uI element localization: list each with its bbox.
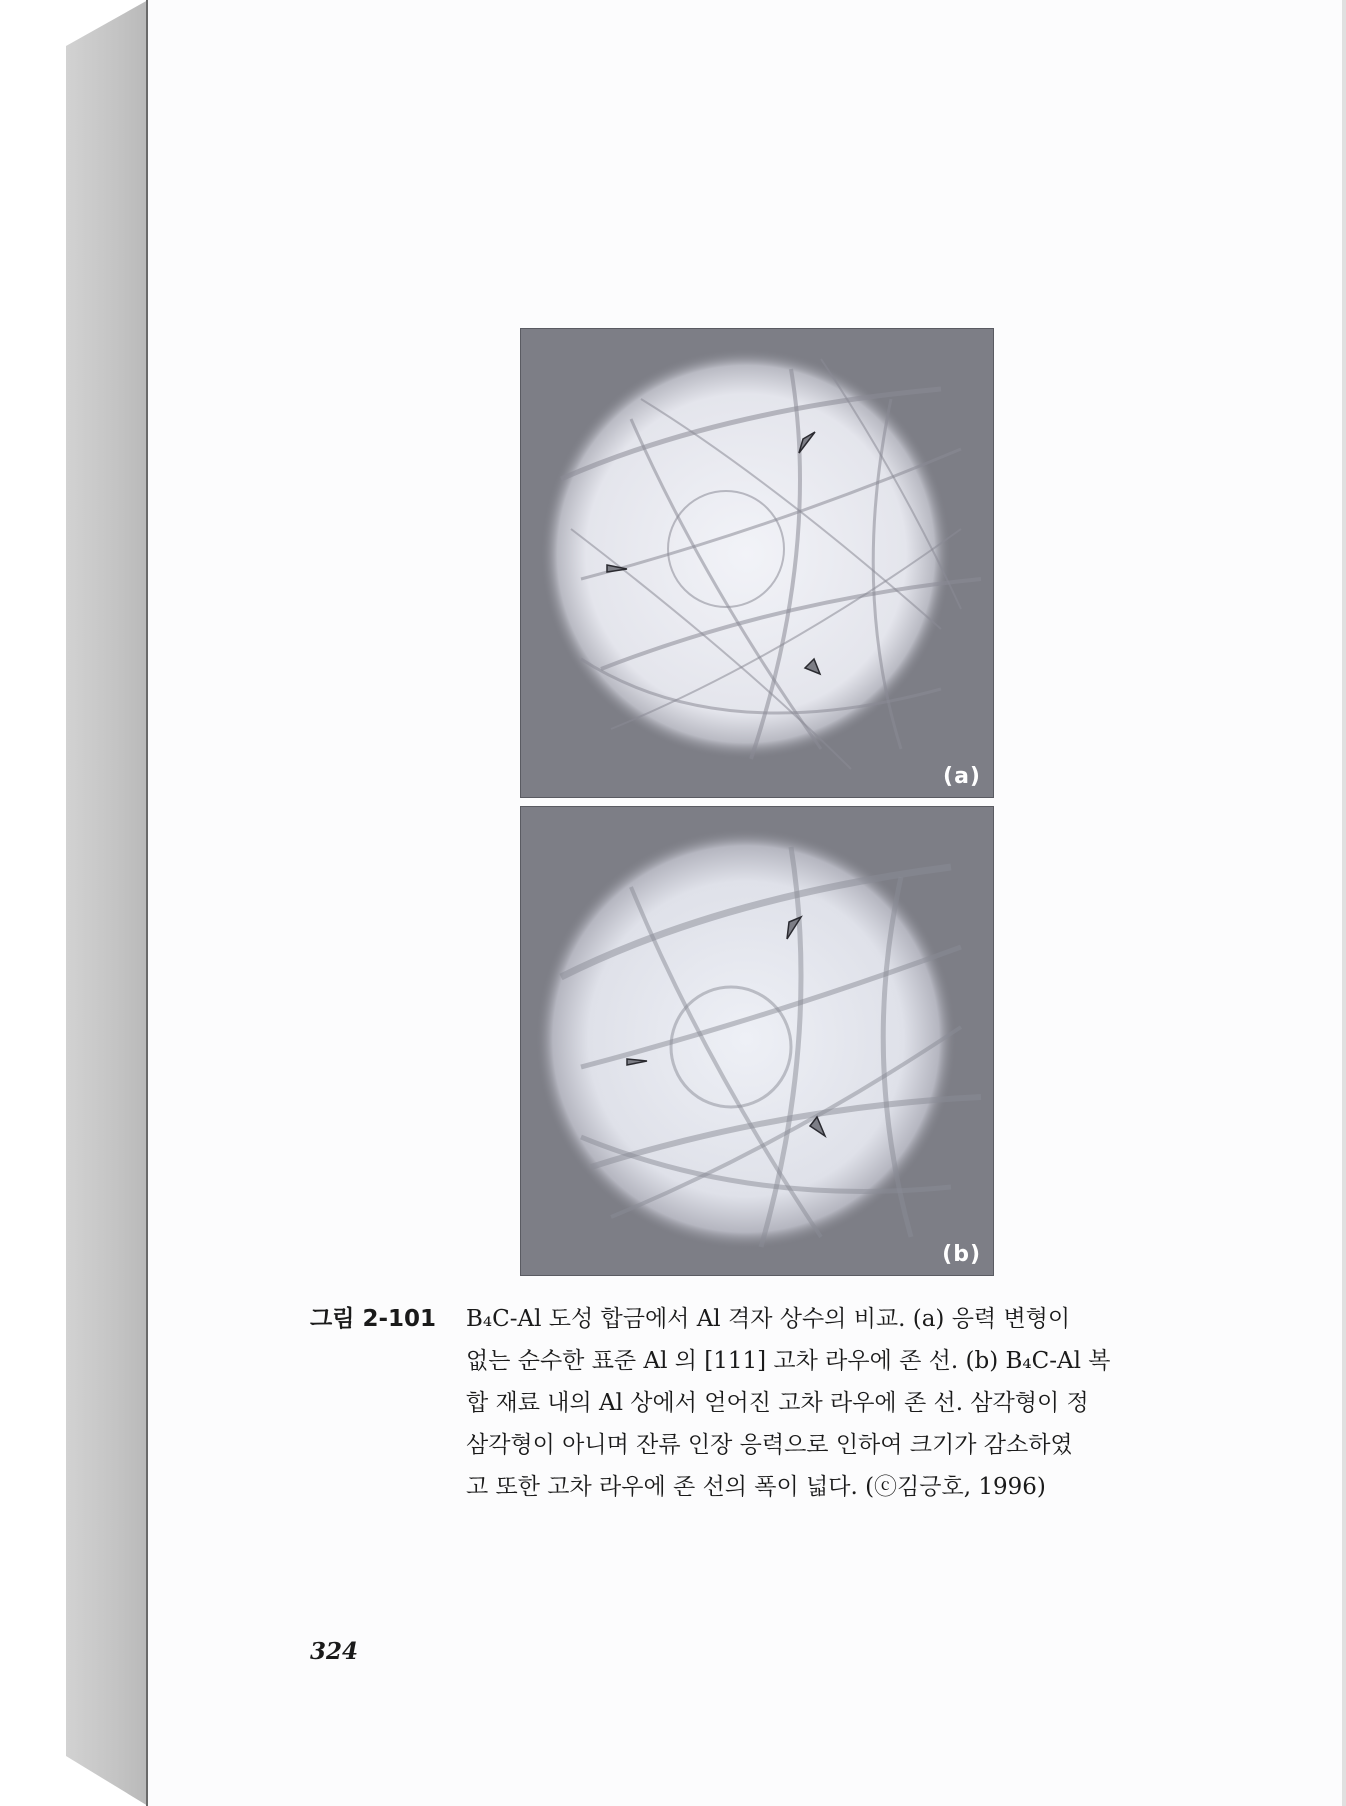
page-edge: [1342, 0, 1346, 1806]
panel-a-label: (a): [943, 764, 981, 789]
page-number: 324: [310, 1638, 359, 1665]
caption-line: 합 재료 내의 Al 상에서 얻어진 고차 라우에 존 선. 삼각형이 정: [466, 1390, 1089, 1416]
caption-label: 그림 2-101: [310, 1306, 437, 1332]
diffraction-panel-b: [520, 806, 994, 1276]
diffraction-pattern-a: [521, 329, 994, 798]
caption-line: B₄C-Al 도성 합금에서 Al 격자 상수의 비교. (a) 응력 변형이: [466, 1306, 1071, 1332]
figure: [520, 328, 994, 1278]
caption-text: [466, 1298, 1214, 1508]
panel-b-label: (b): [942, 1242, 981, 1267]
caption-line: 없는 순수한 표준 Al 의 [111] 고차 라우에 존 선. (b) B₄C-Al 복: [466, 1348, 1111, 1374]
caption-line: 고 또한 고차 라우에 존 선의 폭이 넓다. (ⓒ김긍호, 1996): [466, 1474, 1046, 1500]
caption-line: 삼각형이 아니며 잔류 인장 응력으로 인하여 크기가 감소하였: [466, 1432, 1073, 1458]
book-spine: [66, 0, 148, 1806]
diffraction-pattern-b: [521, 807, 994, 1276]
diffraction-panel-a: [520, 328, 994, 798]
